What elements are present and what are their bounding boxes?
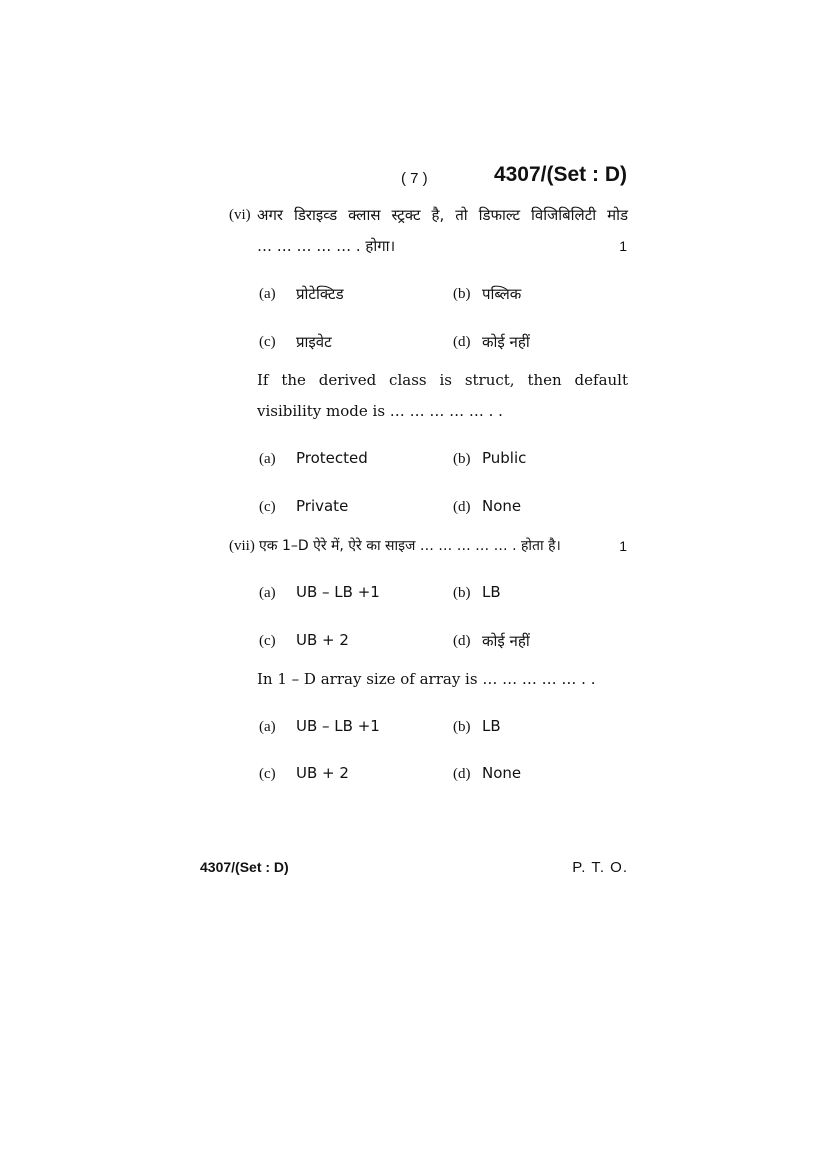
question-text-english: visibility mode is … … … … … . .: [257, 402, 503, 420]
paper-code-header: 4307/(Set : D): [493, 163, 627, 186]
option-label: (b): [453, 719, 471, 735]
question-number: (vii): [229, 538, 255, 554]
question-text-hindi: … … … … … . होगा।: [257, 237, 396, 255]
option-label: (b): [453, 451, 471, 467]
option-text: प्राइवेट: [296, 333, 332, 351]
question-marks: 1: [619, 238, 627, 254]
option-text: LB: [482, 717, 501, 735]
option-text: Private: [296, 497, 349, 515]
question-text-hindi: अगर डिराइव्ड क्लास स्ट्रक्ट है, तो डिफाल्ट विजिबिलिटी मोड: [257, 206, 628, 224]
option-text: UB + 2: [296, 631, 349, 649]
question-text-english: In 1 – D array size of array is … … … … … . .: [257, 670, 596, 688]
option-text: प्रोटेक्टिड: [296, 285, 344, 303]
option-label: (b): [453, 585, 471, 601]
option-label: (c): [259, 633, 276, 649]
option-label: (a): [259, 286, 276, 302]
option-label: (d): [453, 499, 471, 515]
option-text: None: [482, 764, 522, 782]
option-text: Public: [482, 449, 527, 467]
option-label: (c): [259, 499, 276, 515]
option-label: (a): [259, 719, 276, 735]
option-text: कोई नहीं: [482, 333, 530, 351]
pto-label: P. T. O.: [572, 859, 628, 876]
option-text: LB: [482, 583, 501, 601]
option-text: पब्लिक: [482, 285, 522, 303]
option-text: Protected: [296, 449, 368, 467]
page-number: ( 7 ): [401, 170, 428, 187]
question-marks: 1: [619, 538, 627, 554]
option-label: (c): [259, 334, 276, 350]
option-label: (a): [259, 585, 276, 601]
option-label: (b): [453, 286, 471, 302]
option-label: (d): [453, 633, 471, 649]
paper-code-footer: 4307/(Set : D): [200, 859, 289, 875]
option-text: कोई नहीं: [482, 632, 530, 650]
option-label: (a): [259, 451, 276, 467]
question-text-hindi: एक 1–D ऐरे में, ऐरे का साइज … … … … … . होता है।: [259, 538, 561, 554]
option-label: (c): [259, 766, 276, 782]
question-number: (vi): [229, 207, 251, 223]
option-text: None: [482, 497, 522, 515]
option-text: UB + 2: [296, 764, 349, 782]
option-text: UB – LB +1: [296, 717, 380, 735]
option-label: (d): [453, 766, 471, 782]
question-text-english: If the derived class is struct, then default: [257, 371, 628, 389]
option-text: UB – LB +1: [296, 583, 380, 601]
option-label: (d): [453, 334, 471, 350]
